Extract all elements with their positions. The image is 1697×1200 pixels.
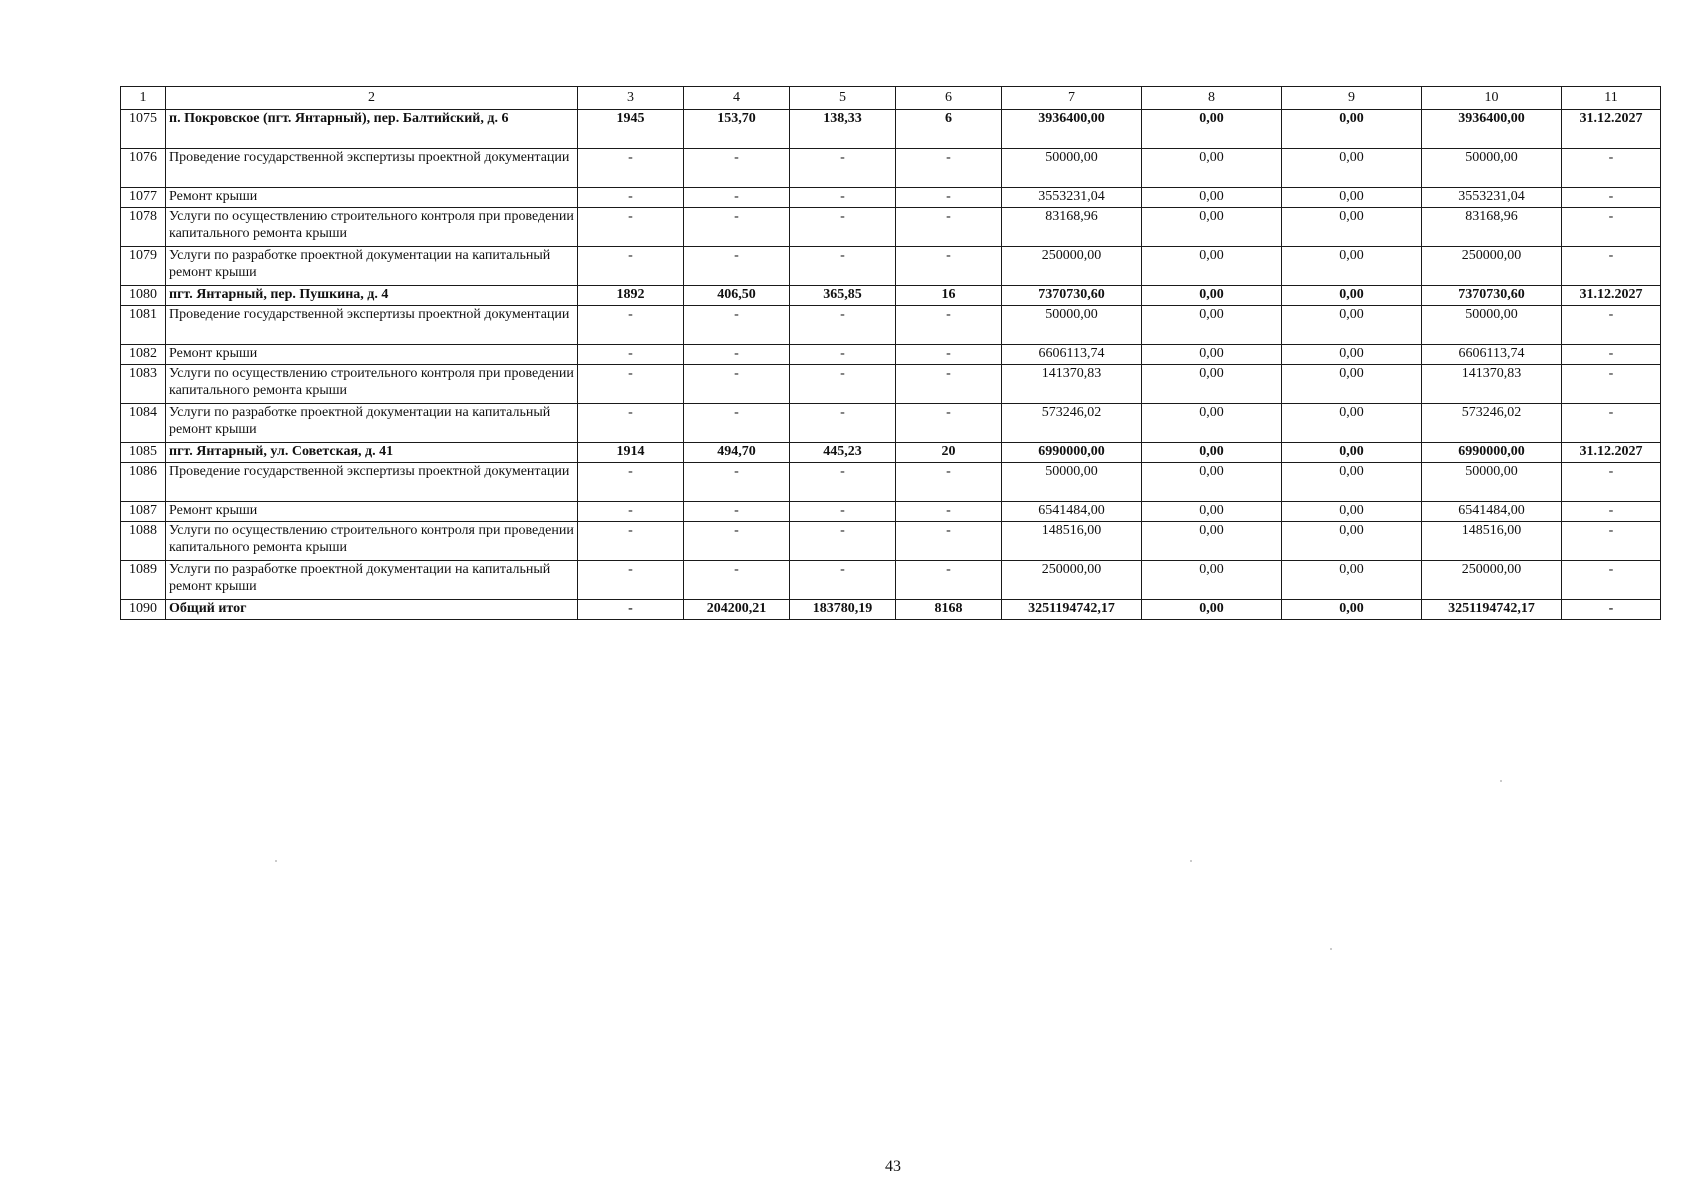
table-row <box>121 600 1661 620</box>
column-4-cell: - <box>684 502 790 522</box>
row-number-cell: 1076 <box>121 149 166 188</box>
column-3-cell: - <box>578 561 684 600</box>
page-number: 43 <box>885 1158 901 1175</box>
column-8-cell: 0,00 <box>1142 600 1282 620</box>
column-7-cell: 50000,00 <box>1002 463 1142 502</box>
column-4-cell: - <box>684 208 790 247</box>
column-10-cell: 6990000,00 <box>1422 443 1562 463</box>
table-row <box>121 286 1661 306</box>
row-name-cell: пгт. Янтарный, пер. Пушкина, д. 4 <box>166 286 578 306</box>
column-10-cell: 3251194742,17 <box>1422 600 1562 620</box>
column-header: 10 <box>1422 87 1562 110</box>
column-11-cell: - <box>1562 502 1661 522</box>
column-7-cell: 50000,00 <box>1002 306 1142 345</box>
column-10-cell: 6606113,74 <box>1422 345 1562 365</box>
row-number-cell: 1079 <box>121 247 166 286</box>
row-name-cell: Ремонт крыши <box>166 345 578 365</box>
column-6-cell: 20 <box>896 443 1002 463</box>
capital-repair-table <box>120 86 1661 620</box>
column-10-cell: 148516,00 <box>1422 522 1562 561</box>
column-10-cell: 50000,00 <box>1422 149 1562 188</box>
column-9-cell: 0,00 <box>1282 149 1422 188</box>
column-8-cell: 0,00 <box>1142 188 1282 208</box>
table-row <box>121 110 1661 149</box>
row-number-cell: 1086 <box>121 463 166 502</box>
row-number-cell: 1088 <box>121 522 166 561</box>
column-8-cell: 0,00 <box>1142 149 1282 188</box>
row-name-cell: Ремонт крыши <box>166 188 578 208</box>
column-header: 7 <box>1002 87 1142 110</box>
column-10-cell: 50000,00 <box>1422 306 1562 345</box>
row-name-cell: Проведение государственной экспертизы проектной документации <box>166 463 578 502</box>
row-name-cell: Услуги по осуществлению строительного контроля при проведении капитального ремонта крыши <box>166 522 578 561</box>
column-7-cell: 3251194742,17 <box>1002 600 1142 620</box>
column-11-cell: 31.12.2027 <box>1562 443 1661 463</box>
column-5-cell: - <box>790 345 896 365</box>
column-7-cell: 7370730,60 <box>1002 286 1142 306</box>
column-9-cell: 0,00 <box>1282 365 1422 404</box>
column-10-cell: 3936400,00 <box>1422 110 1562 149</box>
column-6-cell: - <box>896 149 1002 188</box>
column-4-cell: - <box>684 149 790 188</box>
table-row <box>121 443 1661 463</box>
column-6-cell: - <box>896 561 1002 600</box>
table-row <box>121 149 1661 188</box>
column-8-cell: 0,00 <box>1142 247 1282 286</box>
column-5-cell: - <box>790 561 896 600</box>
table-row <box>121 365 1661 404</box>
row-name-cell: Услуги по осуществлению строительного контроля при проведении капитального ремонта крыши <box>166 365 578 404</box>
column-5-cell: - <box>790 463 896 502</box>
row-number-cell: 1089 <box>121 561 166 600</box>
column-6-cell: 8168 <box>896 600 1002 620</box>
row-number-cell: 1077 <box>121 188 166 208</box>
row-number-cell: 1075 <box>121 110 166 149</box>
column-header: 8 <box>1142 87 1282 110</box>
column-3-cell: 1892 <box>578 286 684 306</box>
column-5-cell: - <box>790 404 896 443</box>
column-3-cell: 1945 <box>578 110 684 149</box>
column-11-cell: 31.12.2027 <box>1562 286 1661 306</box>
column-5-cell: - <box>790 365 896 404</box>
column-11-cell: - <box>1562 365 1661 404</box>
column-7-cell: 250000,00 <box>1002 247 1142 286</box>
column-7-cell: 50000,00 <box>1002 149 1142 188</box>
column-8-cell: 0,00 <box>1142 286 1282 306</box>
column-5-cell: - <box>790 502 896 522</box>
column-4-cell: - <box>684 306 790 345</box>
column-10-cell: 3553231,04 <box>1422 188 1562 208</box>
column-4-cell: - <box>684 561 790 600</box>
row-number-cell: 1083 <box>121 365 166 404</box>
column-3-cell: 1914 <box>578 443 684 463</box>
column-3-cell: - <box>578 208 684 247</box>
column-11-cell: - <box>1562 188 1661 208</box>
column-header: 9 <box>1282 87 1422 110</box>
column-3-cell: - <box>578 600 684 620</box>
column-6-cell: - <box>896 502 1002 522</box>
column-7-cell: 148516,00 <box>1002 522 1142 561</box>
column-header: 1 <box>121 87 166 110</box>
column-5-cell: - <box>790 149 896 188</box>
column-header: 3 <box>578 87 684 110</box>
column-11-cell: - <box>1562 306 1661 345</box>
column-8-cell: 0,00 <box>1142 404 1282 443</box>
column-5-cell: - <box>790 188 896 208</box>
column-8-cell: 0,00 <box>1142 208 1282 247</box>
row-name-cell: Проведение государственной экспертизы проектной документации <box>166 149 578 188</box>
column-9-cell: 0,00 <box>1282 286 1422 306</box>
scan-speck <box>275 860 277 862</box>
column-header: 11 <box>1562 87 1661 110</box>
row-number-cell: 1085 <box>121 443 166 463</box>
column-4-cell: - <box>684 247 790 286</box>
column-11-cell: - <box>1562 561 1661 600</box>
row-name-cell: Услуги по осуществлению строительного контроля при проведении капитального ремонта крыши <box>166 208 578 247</box>
column-10-cell: 250000,00 <box>1422 247 1562 286</box>
row-number-cell: 1084 <box>121 404 166 443</box>
column-11-cell: - <box>1562 463 1661 502</box>
column-5-cell: - <box>790 247 896 286</box>
column-4-cell: - <box>684 188 790 208</box>
table-row <box>121 463 1661 502</box>
column-5-cell: - <box>790 306 896 345</box>
column-10-cell: 50000,00 <box>1422 463 1562 502</box>
column-3-cell: - <box>578 149 684 188</box>
column-3-cell: - <box>578 188 684 208</box>
column-3-cell: - <box>578 306 684 345</box>
column-8-cell: 0,00 <box>1142 345 1282 365</box>
column-10-cell: 83168,96 <box>1422 208 1562 247</box>
column-9-cell: 0,00 <box>1282 502 1422 522</box>
column-10-cell: 6541484,00 <box>1422 502 1562 522</box>
column-5-cell: 183780,19 <box>790 600 896 620</box>
column-5-cell: - <box>790 522 896 561</box>
column-9-cell: 0,00 <box>1282 110 1422 149</box>
column-9-cell: 0,00 <box>1282 561 1422 600</box>
column-10-cell: 573246,02 <box>1422 404 1562 443</box>
column-header: 5 <box>790 87 896 110</box>
column-9-cell: 0,00 <box>1282 463 1422 502</box>
table-row <box>121 188 1661 208</box>
row-name-cell: Услуги по разработке проектной документации на капитальный ремонт крыши <box>166 404 578 443</box>
column-11-cell: 31.12.2027 <box>1562 110 1661 149</box>
row-number-cell: 1082 <box>121 345 166 365</box>
column-9-cell: 0,00 <box>1282 404 1422 443</box>
column-4-cell: 204200,21 <box>684 600 790 620</box>
row-name-cell: Общий итог <box>166 600 578 620</box>
column-11-cell: - <box>1562 345 1661 365</box>
column-9-cell: 0,00 <box>1282 306 1422 345</box>
table-row <box>121 502 1661 522</box>
column-number-header-row <box>121 87 1661 110</box>
column-5-cell: - <box>790 208 896 247</box>
scan-speck <box>1190 860 1192 862</box>
column-10-cell: 141370,83 <box>1422 365 1562 404</box>
column-4-cell: - <box>684 345 790 365</box>
column-11-cell: - <box>1562 522 1661 561</box>
column-3-cell: - <box>578 247 684 286</box>
column-3-cell: - <box>578 522 684 561</box>
column-8-cell: 0,00 <box>1142 110 1282 149</box>
column-6-cell: - <box>896 188 1002 208</box>
column-6-cell: - <box>896 247 1002 286</box>
row-name-cell: п. Покровское (пгт. Янтарный), пер. Балтийский, д. 6 <box>166 110 578 149</box>
column-9-cell: 0,00 <box>1282 600 1422 620</box>
column-5-cell: 365,85 <box>790 286 896 306</box>
column-4-cell: - <box>684 522 790 561</box>
column-6-cell: 6 <box>896 110 1002 149</box>
column-3-cell: - <box>578 404 684 443</box>
table-row <box>121 345 1661 365</box>
row-name-cell: Услуги по разработке проектной документации на капитальный ремонт крыши <box>166 561 578 600</box>
column-11-cell: - <box>1562 149 1661 188</box>
column-8-cell: 0,00 <box>1142 502 1282 522</box>
scan-speck <box>1500 780 1502 782</box>
table-row <box>121 208 1661 247</box>
column-11-cell: - <box>1562 247 1661 286</box>
column-11-cell: - <box>1562 600 1661 620</box>
row-name-cell: Услуги по разработке проектной документации на капитальный ремонт крыши <box>166 247 578 286</box>
column-7-cell: 6990000,00 <box>1002 443 1142 463</box>
column-8-cell: 0,00 <box>1142 365 1282 404</box>
column-4-cell: - <box>684 463 790 502</box>
column-6-cell: - <box>896 404 1002 443</box>
table-row <box>121 247 1661 286</box>
column-6-cell: - <box>896 522 1002 561</box>
row-name-cell: пгт. Янтарный, ул. Советская, д. 41 <box>166 443 578 463</box>
column-3-cell: - <box>578 365 684 404</box>
column-9-cell: 0,00 <box>1282 345 1422 365</box>
column-7-cell: 250000,00 <box>1002 561 1142 600</box>
column-8-cell: 0,00 <box>1142 522 1282 561</box>
column-6-cell: - <box>896 208 1002 247</box>
table-row <box>121 522 1661 561</box>
column-7-cell: 83168,96 <box>1002 208 1142 247</box>
column-7-cell: 573246,02 <box>1002 404 1142 443</box>
column-9-cell: 0,00 <box>1282 247 1422 286</box>
column-5-cell: 138,33 <box>790 110 896 149</box>
row-number-cell: 1090 <box>121 600 166 620</box>
column-8-cell: 0,00 <box>1142 306 1282 345</box>
scan-speck <box>1330 948 1332 950</box>
column-4-cell: 406,50 <box>684 286 790 306</box>
column-7-cell: 3936400,00 <box>1002 110 1142 149</box>
row-number-cell: 1078 <box>121 208 166 247</box>
table-body <box>121 110 1661 620</box>
column-4-cell: 153,70 <box>684 110 790 149</box>
column-9-cell: 0,00 <box>1282 522 1422 561</box>
row-name-cell: Ремонт крыши <box>166 502 578 522</box>
column-8-cell: 0,00 <box>1142 561 1282 600</box>
table-row <box>121 306 1661 345</box>
column-3-cell: - <box>578 345 684 365</box>
column-3-cell: - <box>578 502 684 522</box>
column-4-cell: - <box>684 365 790 404</box>
row-number-cell: 1080 <box>121 286 166 306</box>
row-number-cell: 1087 <box>121 502 166 522</box>
column-header: 4 <box>684 87 790 110</box>
column-11-cell: - <box>1562 208 1661 247</box>
column-7-cell: 6606113,74 <box>1002 345 1142 365</box>
column-6-cell: 16 <box>896 286 1002 306</box>
row-name-cell: Проведение государственной экспертизы проектной документации <box>166 306 578 345</box>
column-5-cell: 445,23 <box>790 443 896 463</box>
column-6-cell: - <box>896 306 1002 345</box>
column-11-cell: - <box>1562 404 1661 443</box>
column-7-cell: 3553231,04 <box>1002 188 1142 208</box>
table-row <box>121 404 1661 443</box>
column-7-cell: 141370,83 <box>1002 365 1142 404</box>
column-6-cell: - <box>896 463 1002 502</box>
row-number-cell: 1081 <box>121 306 166 345</box>
column-4-cell: - <box>684 404 790 443</box>
column-9-cell: 0,00 <box>1282 443 1422 463</box>
column-4-cell: 494,70 <box>684 443 790 463</box>
column-header: 6 <box>896 87 1002 110</box>
column-9-cell: 0,00 <box>1282 188 1422 208</box>
column-10-cell: 7370730,60 <box>1422 286 1562 306</box>
column-8-cell: 0,00 <box>1142 443 1282 463</box>
table-row <box>121 561 1661 600</box>
column-3-cell: - <box>578 463 684 502</box>
column-header: 2 <box>166 87 578 110</box>
column-6-cell: - <box>896 345 1002 365</box>
column-9-cell: 0,00 <box>1282 208 1422 247</box>
column-7-cell: 6541484,00 <box>1002 502 1142 522</box>
column-6-cell: - <box>896 365 1002 404</box>
column-10-cell: 250000,00 <box>1422 561 1562 600</box>
column-8-cell: 0,00 <box>1142 463 1282 502</box>
